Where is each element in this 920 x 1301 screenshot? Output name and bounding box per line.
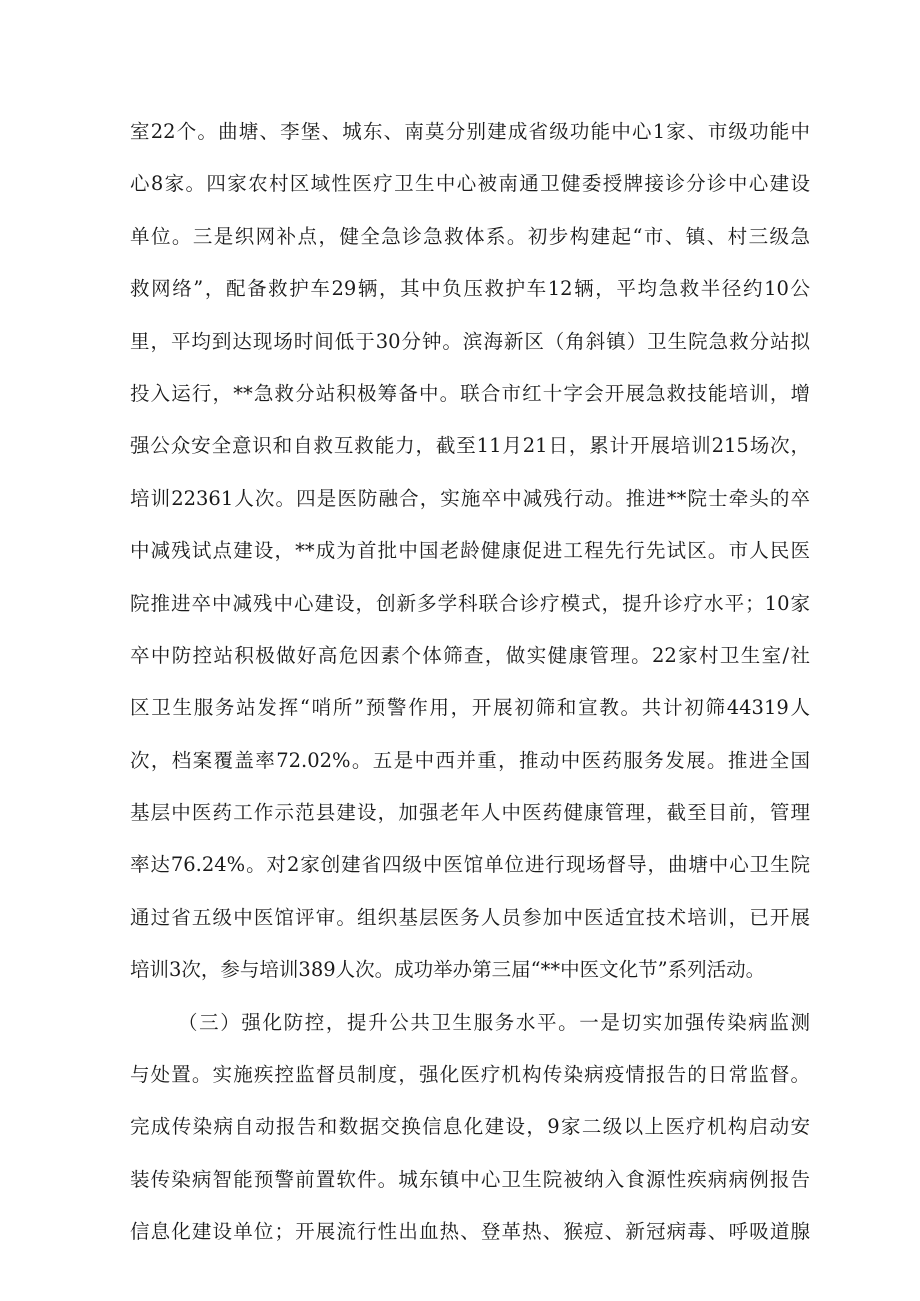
- text-line: 卒中防控站积极做好高危因素个体筛查，做实健康管理。22家村卫生室/社: [130, 643, 810, 667]
- text-line: 单位。三是织网补点，健全急诊急救体系。初步构建起“市、镇、村三级急: [130, 224, 810, 248]
- text-line: 救网络”，配备救护车29辆，其中负压救护车12辆，平均急救半径约10公: [130, 277, 810, 301]
- section-heading-line: （三）强化防控，提升公共卫生服务水平。一是切实加强传染病监测: [178, 1010, 810, 1034]
- text-line: 强公众安全意识和自救互救能力，截至11月21日，累计开展培训215场次，: [130, 434, 810, 458]
- text-line: 率达76.24%。对2家创建省四级中医馆单位进行现场督导，曲塘中心卫生院: [130, 853, 810, 877]
- text-line: 装传染病智能预警前置软件。城东镇中心卫生院被纳入食源性疾病病例报告: [130, 1167, 810, 1191]
- text-line: 培训3次，参与培训389人次。成功举办第三届“**中医文化节”系列活动。: [130, 958, 766, 982]
- text-line: 完成传染病自动报告和数据交换信息化建设，9家二级以上医疗机构启动安: [130, 1115, 810, 1139]
- text-line: 中减残试点建设，**成为首批中国老龄健康促进工程先行先试区。市人民医: [130, 539, 810, 563]
- text-line: 通过省五级中医馆评审。组织基层医务人员参加中医适宜技术培训，已开展: [130, 905, 810, 929]
- text-line: 投入运行，**急救分站积极筹备中。联合市红十字会开展急救技能培训，增: [130, 381, 810, 405]
- text-line: 心8家。四家农村区域性医疗卫生中心被南通卫健委授牌接诊分诊中心建设: [130, 172, 810, 196]
- text-line: 与处置。实施疾控监督员制度，强化医疗机构传染病疫情报告的日常监督。: [130, 1063, 810, 1087]
- text-line: 信息化建设单位；开展流行性出血热、登革热、猴痘、新冠病毒、呼吸道腺: [130, 1220, 810, 1244]
- text-line: 培训22361人次。四是医防融合，实施卒中减残行动。推进**院士牵头的卒: [130, 486, 810, 510]
- text-line: 室22个。曲塘、李堡、城东、南莫分别建成省级功能中心1家、市级功能中: [130, 120, 810, 143]
- body-text: [130, 106, 810, 1259]
- text-line: 次，档案覆盖率72.02%。五是中西并重，推动中医药服务发展。推进全国: [130, 748, 810, 772]
- text-line: 里，平均到达现场时间低于30分钟。滨海新区（角斜镇）卫生院急救分站拟: [130, 329, 810, 353]
- text-line: 基层中医药工作示范县建设，加强老年人中医药健康管理，截至目前，管理: [130, 801, 810, 825]
- text-line: 院推进卒中减残中心建设，创新多学科联合诊疗模式，提升诊疗水平；10家: [130, 591, 810, 615]
- text-line: 区卫生服务站发挥“哨所”预警作用，开展初筛和宣教。共计初筛44319人: [130, 696, 810, 720]
